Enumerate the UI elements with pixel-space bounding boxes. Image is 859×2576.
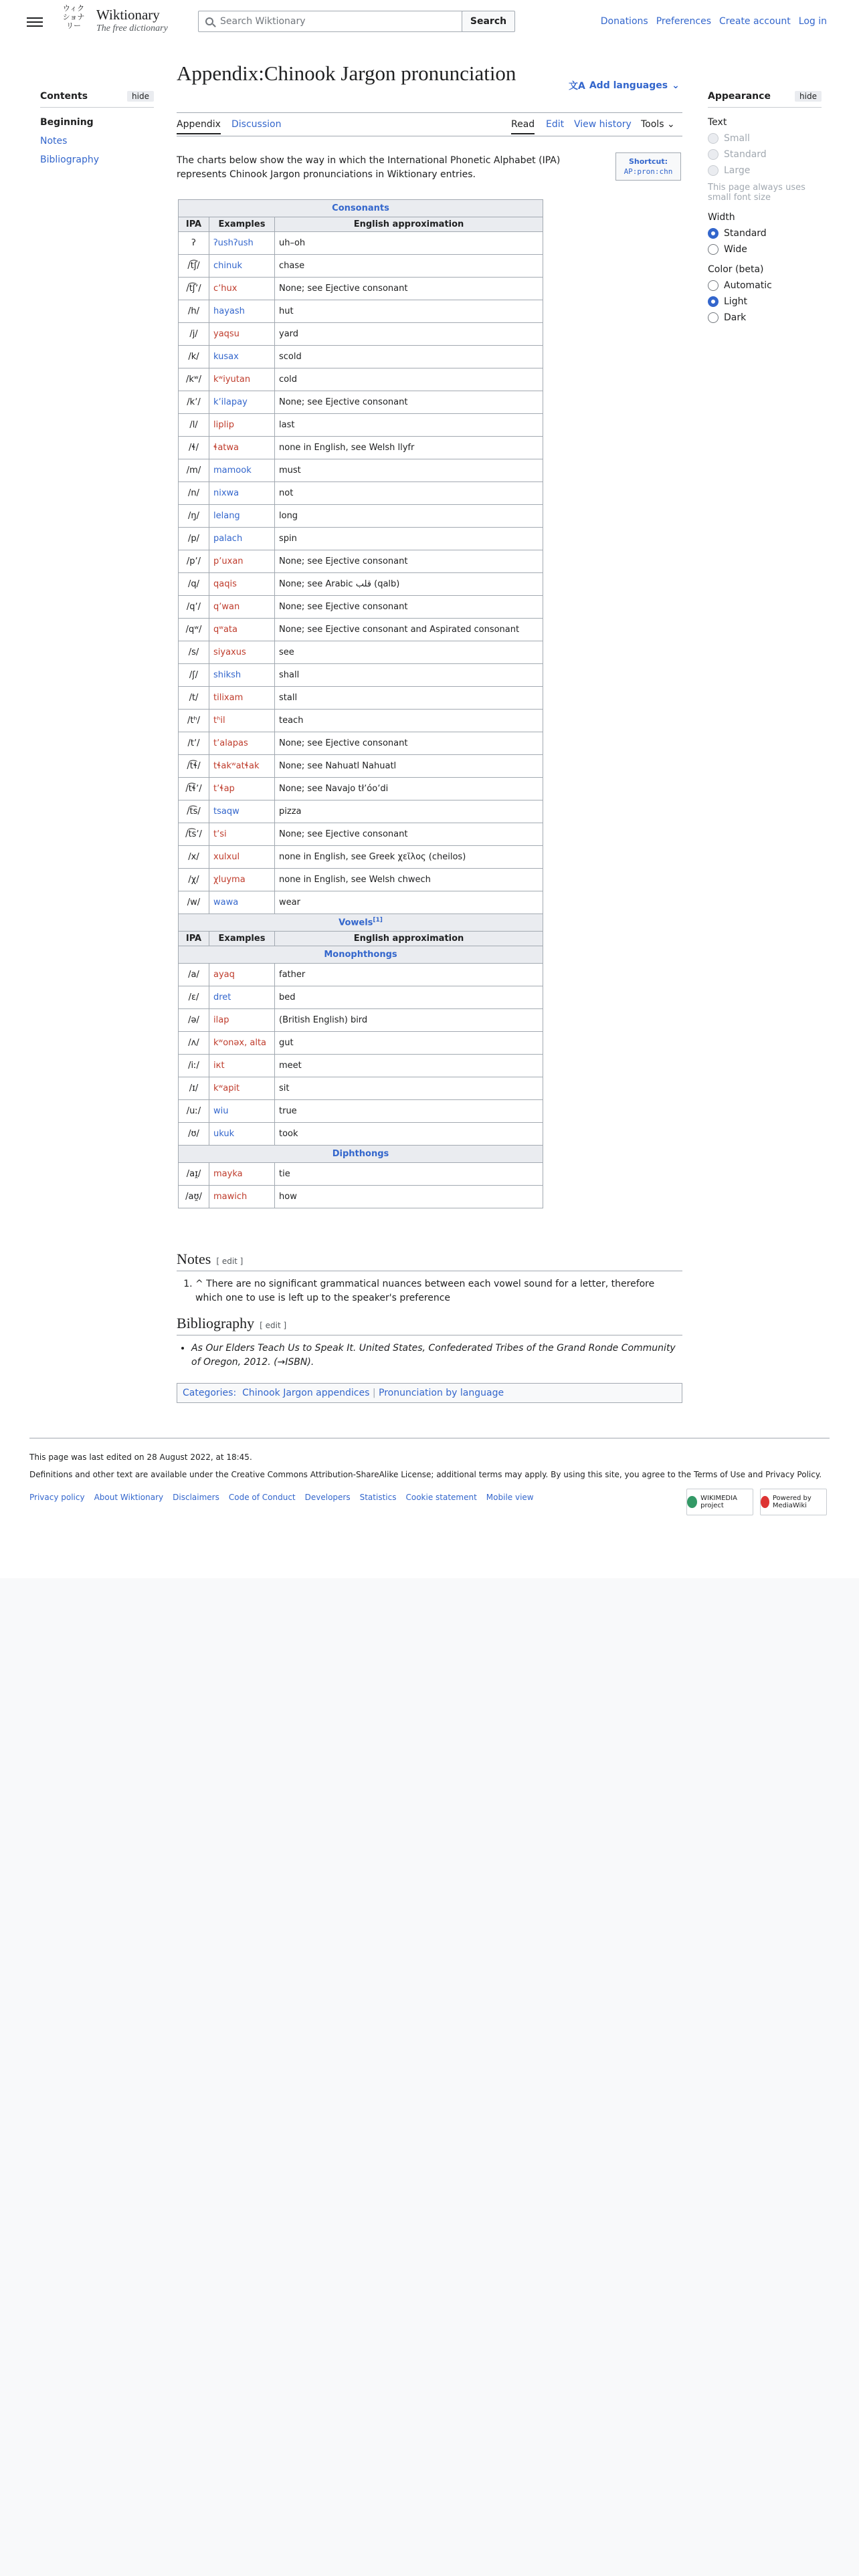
width-standard-option[interactable]: Standard — [708, 228, 822, 239]
header-ipa: IPA — [179, 932, 209, 946]
english-cell: (British English) bird — [275, 1009, 543, 1032]
ipa-cell: /ŋ/ — [179, 505, 209, 528]
ipa-cell: /k/ — [179, 346, 209, 368]
english-cell: see — [275, 641, 543, 664]
english-cell: cold — [275, 368, 543, 391]
table-row — [179, 368, 543, 391]
table-row — [179, 732, 543, 755]
main-menu-icon[interactable] — [27, 15, 43, 28]
english-cell: None; see Ejective consonant and Aspirated consonant — [275, 619, 543, 641]
example-cell[interactable]: kusax — [209, 346, 275, 368]
bibliography-item: • As Our Elders Teach Us to Speak It. United States, Confederated Tribes of the Grand Ronde Community of Oregon, 2012. (→ISBN). — [191, 1341, 678, 1370]
english-cell: None; see Ejective consonant — [275, 732, 543, 755]
table-row — [179, 414, 543, 437]
search-button[interactable]: Search — [462, 11, 515, 32]
english-cell: father — [275, 964, 543, 986]
add-languages-label: Add languages — [589, 80, 668, 91]
text-size-note: This page always uses small font size — [708, 183, 805, 203]
english-cell: must — [275, 459, 543, 482]
example-cell[interactable]: kʷonəx, alta — [209, 1032, 275, 1055]
tab-discussion[interactable]: Discussion — [231, 119, 282, 130]
english-cell: took — [275, 1123, 543, 1146]
example-cell[interactable]: kʼilapay — [209, 391, 275, 414]
text-size-label: Text — [708, 117, 727, 128]
ipa-cell: /aʊ̯/ — [179, 1186, 209, 1208]
bibliography-edit-link[interactable]: [ edit ] — [260, 1321, 287, 1330]
ipa-cell: /t͡ɬʼ/ — [179, 778, 209, 800]
table-row — [179, 550, 543, 573]
example-cell[interactable]: tilixam — [209, 687, 275, 710]
table-row — [179, 459, 543, 482]
example-cell[interactable]: chinuk — [209, 255, 275, 278]
categories-box: Categories: Chinook Jargon appendices | Pronunciation by language — [177, 1383, 682, 1403]
title-divider — [177, 112, 682, 113]
example-cell[interactable]: qʼwan — [209, 596, 275, 619]
category-link[interactable]: Pronunciation by language — [379, 1388, 504, 1398]
log-in-link[interactable]: Log in — [798, 16, 827, 27]
radio-icon — [708, 149, 719, 160]
table-row — [179, 1077, 543, 1100]
page-title: Appendix:Chinook Jargon pronunciation — [177, 62, 516, 85]
example-cell[interactable]: lelang — [209, 505, 275, 528]
table-row — [179, 482, 543, 505]
appearance-hide-button[interactable]: hide — [795, 91, 822, 102]
shortcut-box — [615, 152, 681, 181]
example-cell[interactable]: xulxul — [209, 846, 275, 869]
toc-title: Contents — [40, 91, 88, 102]
example-cell[interactable]: hayash — [209, 300, 275, 323]
ipa-cell: /χ/ — [179, 869, 209, 891]
radio-icon — [708, 280, 719, 291]
ipa-cell: ʔ — [179, 232, 209, 255]
ipa-cell: /qʼ/ — [179, 596, 209, 619]
ipa-cell: /kʷ/ — [179, 368, 209, 391]
text-large-option: Large — [708, 165, 822, 176]
english-cell: shall — [275, 664, 543, 687]
english-cell: scold — [275, 346, 543, 368]
example-cell[interactable]: ɬatwa — [209, 437, 275, 459]
tab-read[interactable]: Read — [511, 119, 535, 134]
ipa-cell: /t͡s/ — [179, 800, 209, 823]
radio-selected-icon — [708, 228, 719, 239]
radio-icon — [708, 133, 719, 144]
table-row — [179, 687, 543, 710]
example-cell[interactable]: cʼhux — [209, 278, 275, 300]
ipa-cell: /tʰ/ — [179, 710, 209, 732]
english-cell: tie — [275, 1163, 543, 1186]
consonants-section[interactable]: Consonants — [179, 200, 543, 217]
intro-paragraph: The charts below show the way in which the International Phonetic Alphabet (IPA) represents Chinook Jargon pronunciations in Wiktionary entries. — [177, 155, 561, 180]
english-cell: stall — [275, 687, 543, 710]
table-row — [179, 278, 543, 300]
table-row — [179, 664, 543, 687]
radio-icon — [708, 165, 719, 176]
color-dark-option[interactable]: Dark — [708, 312, 822, 323]
ipa-cell: /iː/ — [179, 1055, 209, 1077]
ipa-cell: /a/ — [179, 964, 209, 986]
wordmark[interactable]: Wiktionary — [96, 7, 160, 23]
example-cell[interactable]: nixwa — [209, 482, 275, 505]
ipa-cell: /q/ — [179, 573, 209, 596]
example-cell[interactable]: siyaxus — [209, 641, 275, 664]
english-cell: wear — [275, 891, 543, 914]
color-automatic-option[interactable]: Automatic — [708, 280, 822, 291]
example-cell[interactable]: wiu — [209, 1100, 275, 1123]
example-cell[interactable]: palach — [209, 528, 275, 550]
english-cell: none in English, see Welsh llyfr — [275, 437, 543, 459]
tab-view-history[interactable]: View history — [574, 119, 632, 130]
table-row — [179, 710, 543, 732]
ipa-cell: /s/ — [179, 641, 209, 664]
appearance-panel — [708, 91, 822, 328]
header-examples: Examples — [209, 217, 275, 232]
table-row — [179, 346, 543, 368]
note-item: 1. ^ There are no significant grammatical nuances between each vowel sound for a letter, therefore which one to use is left up to the speaker's preference — [195, 1277, 677, 1305]
tools-label: Tools — [641, 119, 664, 130]
categories-label[interactable]: Categories: — [183, 1388, 237, 1398]
create-account-link[interactable]: Create account — [719, 16, 791, 27]
appearance-title: Appearance — [708, 91, 771, 102]
example-cell[interactable]: mamook — [209, 459, 275, 482]
english-cell: none in English, see Greek χεῖλος (cheilos) — [275, 846, 543, 869]
table-row — [179, 1032, 543, 1055]
example-cell[interactable]: iкt — [209, 1055, 275, 1077]
header-english: English approximation — [275, 217, 543, 232]
ipa-cell: /j/ — [179, 323, 209, 346]
ipa-cell: /t͡ɬ/ — [179, 755, 209, 778]
mediawiki-logo-icon — [761, 1496, 769, 1508]
example-cell[interactable]: tʼsi — [209, 823, 275, 846]
table-row — [179, 755, 543, 778]
english-cell: pizza — [275, 800, 543, 823]
radio-selected-icon — [708, 296, 719, 307]
footer-link[interactable]: Mobile view — [486, 1493, 534, 1502]
color-label: Color (beta) — [708, 264, 764, 275]
wikimedia-logo-icon — [687, 1496, 697, 1508]
language-icon: 文A — [569, 81, 585, 92]
ipa-cell: /ə/ — [179, 1009, 209, 1032]
header-ipa: IPA — [179, 217, 209, 232]
table-row — [179, 778, 543, 800]
color-light-option[interactable]: Light — [708, 296, 822, 307]
table-row — [179, 528, 543, 550]
diphthongs-section[interactable]: Diphthongs — [179, 1146, 543, 1163]
english-cell: None; see Arabic قلب (qalb) — [275, 573, 543, 596]
english-cell: teach — [275, 710, 543, 732]
footer-link[interactable]: Statistics — [359, 1493, 397, 1502]
tab-appendix[interactable]: Appendix — [177, 119, 221, 134]
english-cell: None; see Ejective consonant — [275, 391, 543, 414]
ipa-cell: /aɪ̯/ — [179, 1163, 209, 1186]
english-cell: hut — [275, 300, 543, 323]
search-input[interactable] — [198, 11, 463, 32]
example-cell[interactable]: dret — [209, 986, 275, 1009]
example-cell[interactable]: tʼalapas — [209, 732, 275, 755]
footer-link[interactable]: About Wiktionary — [94, 1493, 164, 1502]
search-placeholder: Search Wiktionary — [220, 16, 306, 27]
example-cell[interactable]: yaqsu — [209, 323, 275, 346]
category-link[interactable]: Chinook Jargon appendices — [242, 1388, 370, 1398]
example-cell[interactable]: kʷapit — [209, 1077, 275, 1100]
english-cell: last — [275, 414, 543, 437]
add-languages-button[interactable] — [569, 79, 680, 92]
table-row — [179, 391, 543, 414]
example-cell[interactable]: tʰil — [209, 710, 275, 732]
example-cell[interactable]: wawa — [209, 891, 275, 914]
ipa-cell: /w/ — [179, 891, 209, 914]
table-row — [179, 869, 543, 891]
example-cell[interactable]: ukuk — [209, 1123, 275, 1146]
example-cell[interactable]: pʼuxan — [209, 550, 275, 573]
notes-heading: Notes [ edit ] — [177, 1251, 682, 1271]
table-row — [179, 505, 543, 528]
example-cell[interactable]: kʷiyutan — [209, 368, 275, 391]
example-cell[interactable]: shiksh — [209, 664, 275, 687]
text-standard-option: Standard — [708, 149, 822, 160]
table-row — [179, 1123, 543, 1146]
example-cell[interactable]: tʼɬap — [209, 778, 275, 800]
chevron-down-icon: ⌄ — [666, 119, 675, 130]
ipa-cell: /uː/ — [179, 1100, 209, 1123]
radio-icon — [708, 312, 719, 323]
ipa-cell: /t͡ʃʼ/ — [179, 278, 209, 300]
ipa-cell: /m/ — [179, 459, 209, 482]
english-cell: how — [275, 1186, 543, 1208]
ipa-cell: /t/ — [179, 687, 209, 710]
ipa-cell: /ɛ/ — [179, 986, 209, 1009]
example-cell[interactable]: ʔushʔush — [209, 232, 275, 255]
english-cell: None; see Ejective consonant — [275, 278, 543, 300]
tools-menu[interactable] — [641, 119, 675, 130]
ipa-cell: /t͡sʼ/ — [179, 823, 209, 846]
table-row — [179, 986, 543, 1009]
pronunciation-table — [178, 199, 543, 1208]
mediawiki-badge[interactable]: Powered by MediaWiki — [760, 1489, 827, 1515]
license-text: Definitions and other text are available under the Creative Commons Attribution-ShareAlike License; additional terms may apply. By using this site, you agree to the Terms of Use and Privacy Policy. — [29, 1470, 822, 1479]
table-row — [179, 323, 543, 346]
footer-link[interactable]: Cookie statement — [405, 1493, 477, 1502]
english-cell: None; see Ejective consonant — [275, 823, 543, 846]
example-cell[interactable]: tɬakʷatɬak — [209, 755, 275, 778]
table-row — [179, 1009, 543, 1032]
wikimedia-badge[interactable]: WIKIMEDIA project — [686, 1489, 753, 1515]
english-cell: not — [275, 482, 543, 505]
ipa-cell: /qʷ/ — [179, 619, 209, 641]
footnote-ref[interactable]: [1] — [373, 917, 383, 924]
footer-links — [29, 1493, 534, 1502]
english-cell: None; see Navajo tłʼóoʼdi — [275, 778, 543, 800]
shortcut-link[interactable]: AP:pron:chn — [624, 167, 673, 176]
radio-icon — [708, 244, 719, 255]
example-cell[interactable]: tsaqw — [209, 800, 275, 823]
table-row — [179, 1055, 543, 1077]
table-row — [179, 964, 543, 986]
english-cell: sit — [275, 1077, 543, 1100]
ipa-cell: /tʼ/ — [179, 732, 209, 755]
bibliography-heading: Bibliography [ edit ] — [177, 1315, 682, 1335]
header-english: English approximation — [275, 932, 543, 946]
table-row — [179, 846, 543, 869]
example-cell[interactable]: χluyma — [209, 869, 275, 891]
english-cell: bed — [275, 986, 543, 1009]
english-cell: true — [275, 1100, 543, 1123]
table-row — [179, 232, 543, 255]
english-cell: None; see Ejective consonant — [275, 550, 543, 573]
toc-hide-button[interactable]: hide — [127, 91, 154, 102]
user-links — [601, 16, 827, 27]
ipa-cell: /t͡ʃ/ — [179, 255, 209, 278]
page-tabs — [177, 118, 682, 136]
footer-link[interactable]: Disclaimers — [173, 1493, 219, 1502]
ipa-cell: /h/ — [179, 300, 209, 323]
english-cell: none in English, see Welsh chwech — [275, 869, 543, 891]
tagline: The free dictionary — [96, 23, 168, 33]
shortcut-label: Shortcut: — [628, 157, 668, 166]
table-row — [179, 255, 543, 278]
toc-item-beginning[interactable]: Beginning — [40, 117, 94, 128]
table-row — [179, 1163, 543, 1186]
width-label: Width — [708, 212, 735, 223]
toc-item-notes[interactable]: Notes — [40, 136, 68, 146]
table-row — [179, 641, 543, 664]
table-row — [179, 573, 543, 596]
ipa-cell: /p/ — [179, 528, 209, 550]
example-cell[interactable]: ilap — [209, 1009, 275, 1032]
table-row — [179, 823, 543, 846]
notes-list — [195, 1277, 677, 1305]
footer-link[interactable]: Developers — [304, 1493, 351, 1502]
example-cell[interactable]: ayaq — [209, 964, 275, 986]
english-cell: gut — [275, 1032, 543, 1055]
english-cell: yard — [275, 323, 543, 346]
text-small-option: Small — [708, 133, 822, 144]
table-row — [179, 1186, 543, 1208]
table-row — [179, 300, 543, 323]
ipa-cell: /ɬ/ — [179, 437, 209, 459]
width-wide-option[interactable]: Wide — [708, 244, 822, 255]
ipa-cell: /pʼ/ — [179, 550, 209, 573]
table-row — [179, 619, 543, 641]
bibliography-list — [191, 1341, 678, 1370]
english-cell: meet — [275, 1055, 543, 1077]
tab-edit[interactable]: Edit — [546, 119, 565, 130]
toc-item-bibliography[interactable]: Bibliography — [40, 154, 99, 165]
search-icon — [205, 17, 213, 25]
english-cell: None; see Ejective consonant — [275, 596, 543, 619]
header-examples: Examples — [209, 932, 275, 946]
table-row — [179, 596, 543, 619]
example-cell[interactable]: qaqis — [209, 573, 275, 596]
english-cell: None; see Nahuatl Nahuatl — [275, 755, 543, 778]
example-cell[interactable]: liplip — [209, 414, 275, 437]
table-row — [179, 1100, 543, 1123]
ipa-cell: /ʌ/ — [179, 1032, 209, 1055]
table-row — [179, 437, 543, 459]
ipa-cell: /ʃ/ — [179, 664, 209, 687]
last-edited: This page was last edited on 28 August 2022, at 18:45. — [29, 1453, 252, 1462]
footer-link[interactable]: Privacy policy — [29, 1493, 85, 1502]
vowels-section[interactable]: Vowels[1] — [179, 914, 543, 932]
footer-link[interactable]: Code of Conduct — [228, 1493, 296, 1502]
ipa-cell: /kʼ/ — [179, 391, 209, 414]
preferences-link[interactable]: Preferences — [656, 16, 712, 27]
table-row — [179, 800, 543, 823]
english-cell: chase — [275, 255, 543, 278]
example-cell[interactable]: qʷata — [209, 619, 275, 641]
monophthongs-section[interactable]: Monophthongs — [179, 946, 543, 964]
ipa-cell: /ɪ/ — [179, 1077, 209, 1100]
ipa-cell: /n/ — [179, 482, 209, 505]
notes-edit-link[interactable]: [ edit ] — [216, 1257, 244, 1266]
english-cell: uh–oh — [275, 232, 543, 255]
table-row — [179, 891, 543, 914]
table-of-contents — [40, 91, 154, 169]
english-cell: long — [275, 505, 543, 528]
ipa-cell: /l/ — [179, 414, 209, 437]
chevron-down-icon: ⌄ — [672, 80, 680, 91]
ipa-cell: /ʊ/ — [179, 1123, 209, 1146]
donations-link[interactable]: Donations — [600, 16, 648, 27]
english-cell: spin — [275, 528, 543, 550]
wiktionary-logo[interactable]: ウィク ショナ リー — [62, 4, 85, 30]
example-cell[interactable]: mawich — [209, 1186, 275, 1208]
example-cell[interactable]: mayka — [209, 1163, 275, 1186]
ipa-cell: /x/ — [179, 846, 209, 869]
